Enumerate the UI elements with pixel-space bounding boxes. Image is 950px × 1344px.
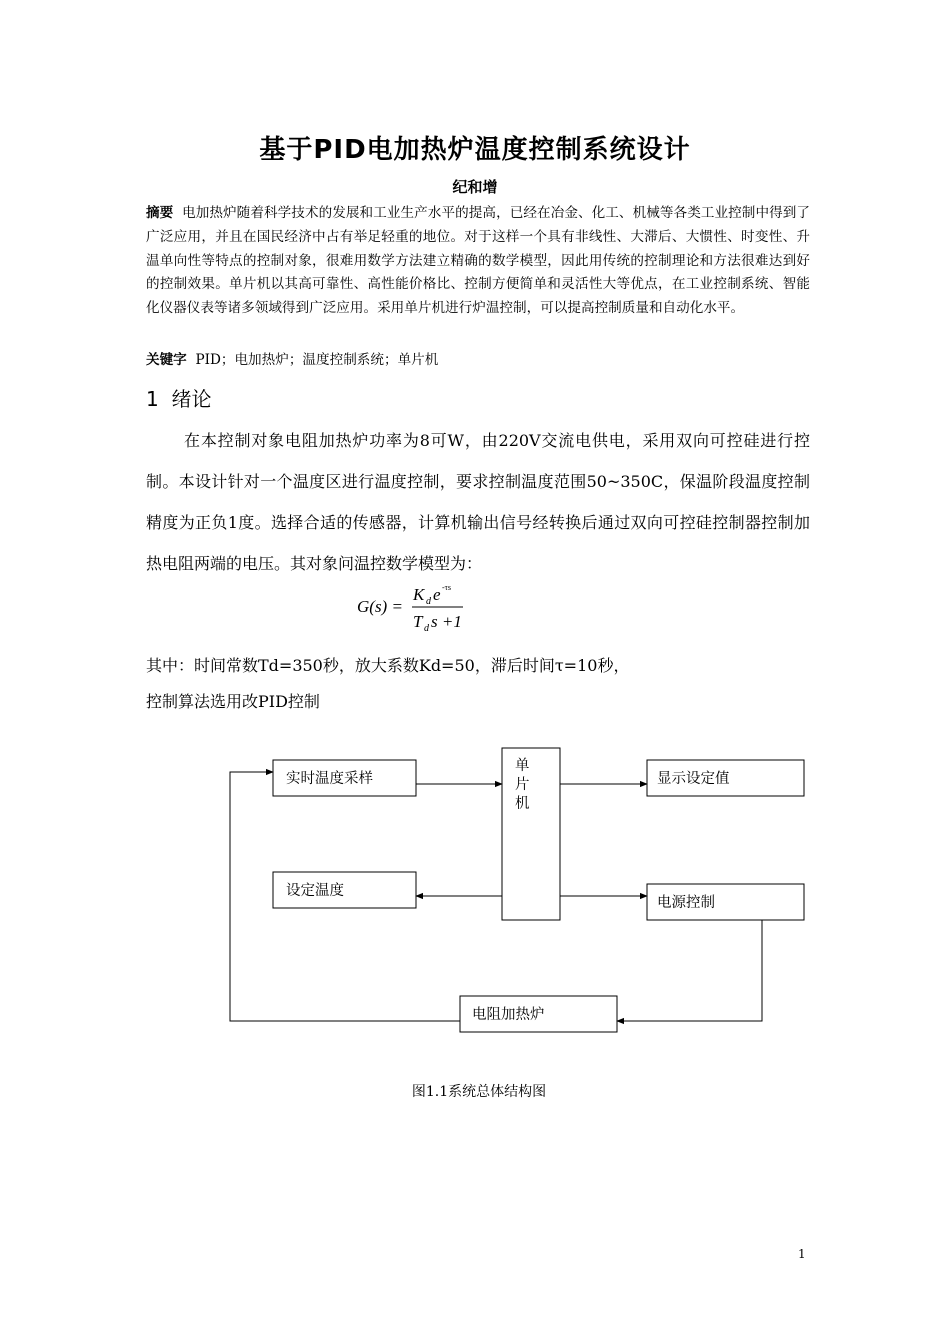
label-power: 电源控制 [657, 895, 715, 911]
formula-lhs: G(s) = [357, 597, 403, 616]
formula-num-e: e [433, 585, 441, 604]
formula-den-t: T [413, 612, 423, 631]
page-number: 1 [798, 1247, 806, 1261]
label-mcu-3: 机 [515, 796, 530, 812]
label-set-temp: 设定温度 [286, 883, 344, 899]
label-mcu-1: 单 [515, 758, 530, 774]
formula-num-k: K [413, 585, 425, 604]
label-display: 显示设定值 [657, 771, 730, 787]
section-number: 1 [146, 387, 159, 411]
formula-num-k-sub: d [426, 596, 431, 607]
author: 纪和增 [452, 178, 498, 196]
label-sampling: 实时温度采样 [286, 771, 373, 787]
formula-den-rest: s +1 [431, 612, 462, 631]
formula-num-e-sup: -τs [442, 583, 451, 592]
body-paragraph: 在本控制对象电阻加热炉功率为8可W，由220V交流电供电，采用双向可控硅进行控制。本设计针对一个温度区进行温度控制，要求控制温度范围50~350C，保温阶段温度控制精度为正负1度。选择合适的传感器，计算机输出信号经转换后通过双向可控硅控制器控制加热电阻两端的电压。其对象问温控数学模型为： [146, 431, 810, 573]
figure-caption: 图1.1系统总体结构图 [411, 1084, 547, 1100]
abstract-label: 摘要 [146, 205, 174, 221]
keywords-text: PID；电加热炉；温度控制系统；单片机 [195, 352, 439, 368]
algorithm-line: 控制算法选用改PID控制 [146, 692, 320, 711]
arrow-power-to-furnace [617, 920, 762, 1021]
box-mcu [502, 748, 560, 920]
section-title: 绪论 [171, 387, 212, 411]
formula-den-t-sub: d [424, 623, 429, 634]
label-furnace: 电阻加热炉 [472, 1007, 545, 1023]
page-title: 基于PID电加热炉温度控制系统设计 [259, 135, 691, 165]
parameters-line: 其中：时间常数Td=350秒，放大系数Kd=50，滞后时间τ=10秒， [146, 656, 630, 675]
label-mcu-2: 片 [515, 777, 530, 793]
keywords-label: 关键字 [146, 352, 187, 368]
abstract-text: 电加热炉随着科学技术的发展和工业生产水平的提高，已经在冶金、化工、机械等各类工业控制中得到了广泛应用，并且在国民经济中占有举足轻重的地位。对于这样一个具有非线性、大滞后、大惯性、时变性、升温单向性等特点的控制对象，很难用数学方法建立精确的数学模型，因此用传统的控制理论和方法很难达到好的控制效果。单片机以其高可靠性、高性能价格比、控制方便简单和灵活性大等优点，在工业控制系统、智能化仪器仪表等诸多领域得到广泛应用。采用单片机进行炉温控制，可以提高控制质量和自动化水平。 [146, 205, 810, 317]
